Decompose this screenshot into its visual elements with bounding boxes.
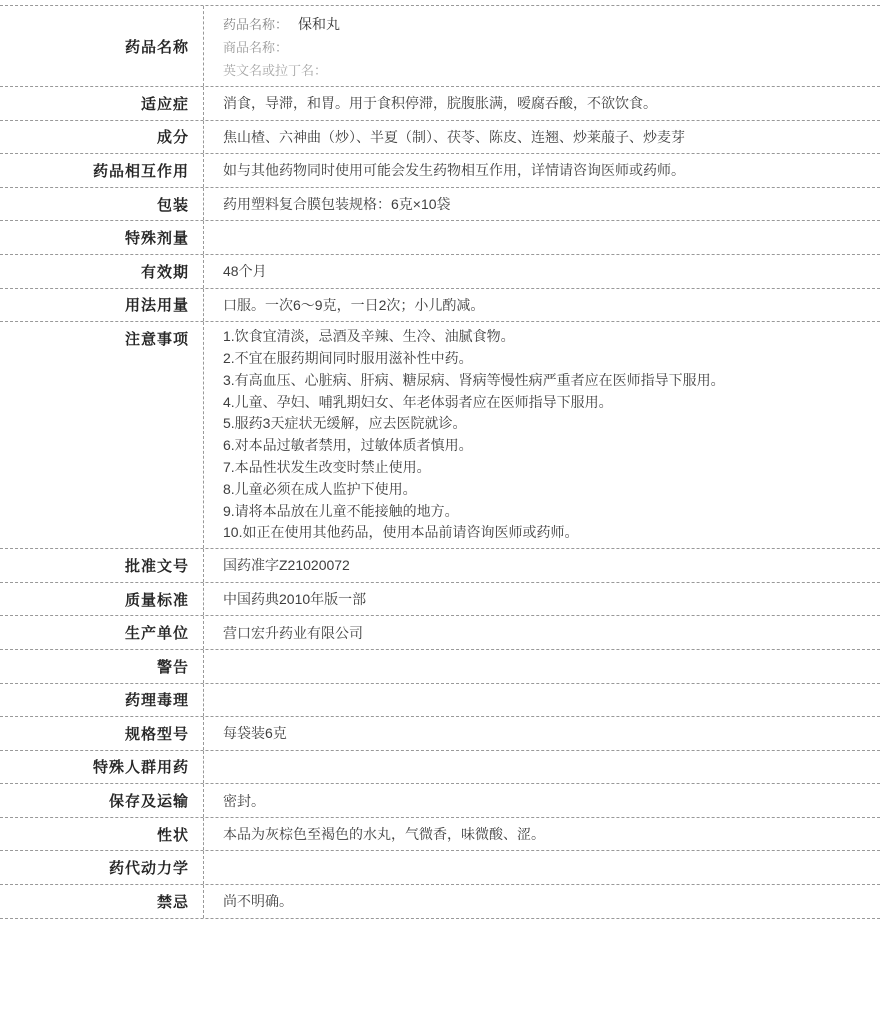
precaution-item: 7.本品性状发生改变时禁止使用。 <box>223 458 431 475</box>
row-precautions <box>0 322 880 549</box>
row-specification <box>0 717 880 751</box>
row-value <box>203 684 880 717</box>
row-label: 质量标准 <box>124 591 189 609</box>
field-label: 商品名称： <box>223 40 289 55</box>
row-description <box>0 818 880 852</box>
row-label: 性状 <box>156 826 189 844</box>
precaution-item: 6.对本品过敏者禁用，过敏体质者慎用。 <box>223 437 473 454</box>
row-value: 国药准字Z21020072 <box>203 549 880 582</box>
row-label: 生产单位 <box>124 625 189 643</box>
field-label: 药品名称： <box>223 17 289 32</box>
row-value: 口服。一次6～9克，一日2次；小儿酌减。 <box>203 289 880 322</box>
drug-name-cell <box>203 6 880 86</box>
precaution-item: 1.饮食宜清淡，忌酒及辛辣、生冷、油腻食物。 <box>223 328 515 345</box>
row-indications <box>0 87 880 121</box>
precaution-item: 4.儿童、孕妇、哺乳期妇女、年老体弱者应在医师指导下服用。 <box>223 393 613 410</box>
row-warning <box>0 650 880 684</box>
row-label: 特殊剂量 <box>124 230 189 248</box>
row-label: 批准文号 <box>124 557 189 575</box>
row-label: 药代动力学 <box>108 860 189 878</box>
row-label: 药品名称 <box>124 38 189 56</box>
row-storage-transport <box>0 784 880 818</box>
precaution-item: 10.如正在使用其他药品，使用本品前请咨询医师或药师。 <box>223 524 579 541</box>
precaution-item: 9.请将本品放在儿童不能接触的地方。 <box>223 502 459 519</box>
row-approval-number <box>0 549 880 583</box>
row-value: 如与其他药物同时使用可能会发生药物相互作用，详情请咨询医师或药师。 <box>203 154 880 187</box>
precaution-item: 5.服药3天症状无缓解，应去医院就诊。 <box>223 415 467 432</box>
row-manufacturer <box>0 616 880 650</box>
row-special-dosage <box>0 221 880 255</box>
row-value: 焦山楂、六神曲（炒）、半夏（制）、茯苓、陈皮、连翘、炒莱菔子、炒麦芽 <box>203 121 880 154</box>
row-value: 本品为灰棕色至褐色的水丸，气微香，味微酸、涩。 <box>203 818 880 851</box>
row-drug-interactions <box>0 154 880 188</box>
english-name-field <box>223 59 880 82</box>
precautions-list <box>203 322 880 548</box>
row-value: 消食，导滞，和胃。用于食积停滞，脘腹胀满，嗳腐吞酸，不欲饮食。 <box>203 87 880 120</box>
row-special-population <box>0 751 880 785</box>
row-pharmacology-toxicology <box>0 684 880 718</box>
row-label: 警告 <box>156 658 189 676</box>
drug-name-value: 保和丸 <box>298 16 341 32</box>
precaution-item: 2.不宜在服药期间同时服用滋补性中药。 <box>223 349 473 366</box>
row-label: 成分 <box>156 129 189 147</box>
row-value: 每袋装6克 <box>203 717 880 750</box>
row-value <box>203 221 880 254</box>
row-label: 特殊人群用药 <box>92 759 189 777</box>
row-contraindications <box>0 885 880 919</box>
row-label: 禁忌 <box>156 893 189 911</box>
row-value: 48个月 <box>203 255 880 288</box>
row-packaging <box>0 188 880 222</box>
precaution-item: 8.儿童必须在成人监护下使用。 <box>223 480 417 497</box>
row-value: 药用塑料复合膜包装规格：6克×10袋 <box>203 188 880 221</box>
row-label: 注意事项 <box>124 331 189 349</box>
row-label: 用法用量 <box>124 297 189 315</box>
drug-info-table <box>0 5 880 919</box>
row-pharmacokinetics <box>0 851 880 885</box>
row-label: 保存及运输 <box>108 793 189 811</box>
row-value: 密封。 <box>203 784 880 817</box>
row-value: 中国药典2010年版一部 <box>203 583 880 616</box>
row-shelf-life <box>0 255 880 289</box>
row-drug-name <box>0 6 880 87</box>
row-label: 规格型号 <box>124 725 189 743</box>
row-quality-standard <box>0 583 880 617</box>
row-label: 适应症 <box>140 95 189 113</box>
row-label: 有效期 <box>140 263 189 281</box>
row-value: 尚不明确。 <box>203 885 880 918</box>
row-value <box>203 650 880 683</box>
row-value: 营口宏升药业有限公司 <box>203 616 880 649</box>
trade-name-field <box>223 36 880 59</box>
field-label: 英文名或拉丁名： <box>223 63 328 78</box>
row-label: 包装 <box>156 196 189 214</box>
row-usage-dosage <box>0 289 880 323</box>
row-label: 药品相互作用 <box>92 162 189 180</box>
row-label: 药理毒理 <box>124 692 189 710</box>
precaution-item: 3.有高血压、心脏病、肝病、糖尿病、肾病等慢性病严重者应在医师指导下服用。 <box>223 371 725 388</box>
row-value <box>203 751 880 784</box>
row-ingredients <box>0 121 880 155</box>
row-value <box>203 851 880 884</box>
drug-name-field <box>223 13 880 36</box>
